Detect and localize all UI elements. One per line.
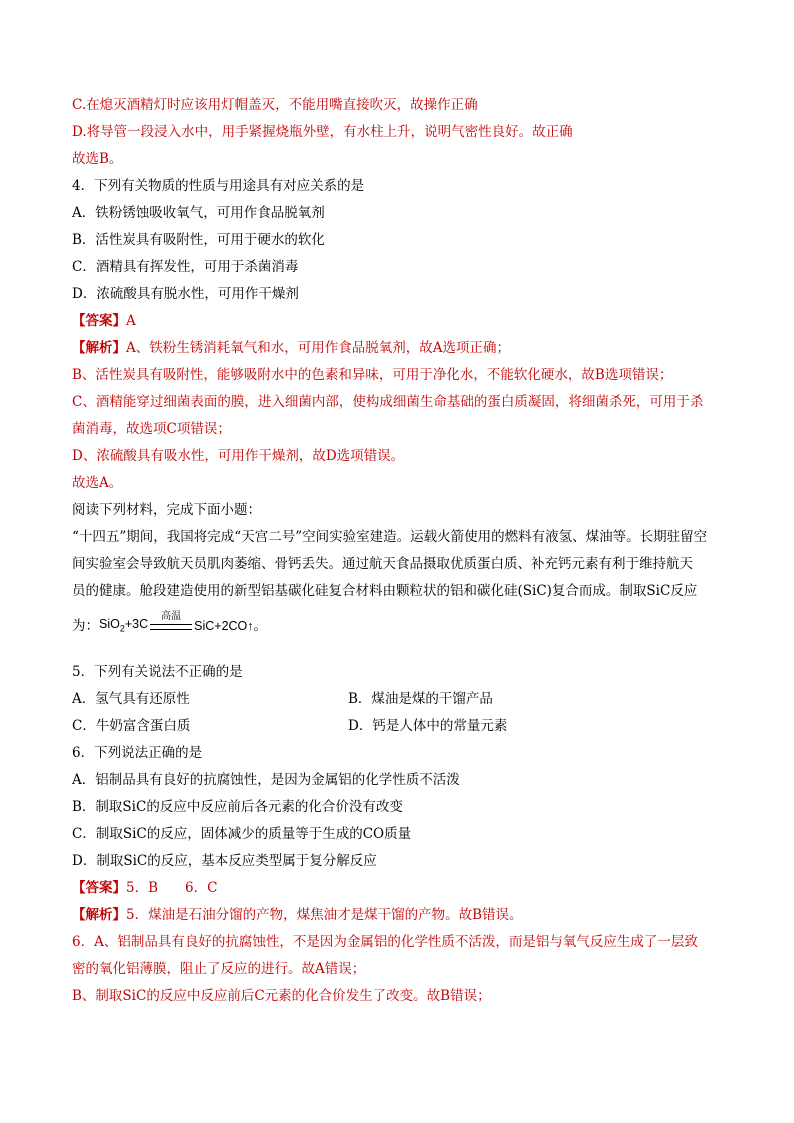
q56-answer [72,875,724,902]
q4-option-c: C．酒精具有挥发性，可用于杀菌消毒 [72,259,299,275]
question-6: 6．下列说法正确的是 [72,745,203,761]
formula-reactant-2: +3C [124,616,149,631]
q5-options-row-2 [72,713,724,740]
answer-line-d: D.将导管一段浸入水中，用手紧握烧瓶外壁，有水柱上升，说明气密性良好。故正确 [72,124,573,140]
formula-end: 。 [253,618,268,634]
q6-explanation-b: B、制取SiC的反应中反应前后C元素的化合价发生了改变。故B错误； [72,988,491,1004]
q5-option-b: B．煤油是煤的干馏产品 [348,691,493,707]
q6-explanation-a1: 6．A、铝制品具有良好的抗腐蚀性，不是因为金属铝的化学性质不活泼，而是铝与氧气反应生成了一层致 [72,934,698,950]
answer-value: A [126,313,136,329]
equals-sign-icon [150,624,192,630]
q6-option-a: A．铝制品具有良好的抗腐蚀性，是因为金属铝的化学性质不活泼 [72,772,460,788]
formula-right: SiC+2CO↑ [194,619,254,633]
reaction-equation [72,605,724,647]
q4-answer [72,308,724,335]
q4-explanation-c2: 菌消毒，故选项C项错误； [72,421,231,437]
explanation-tag: 【解析】 [72,907,126,923]
material-line-2: 间实验室会导致航天员肌肉萎缩、骨钙丢失。通过航天食品摄取优质蛋白质、补充钙元素有利于维持航天 [72,556,693,572]
material-line-3: 员的健康。舱段建造使用的新型铝基碳化硅复合材料由颗粒状的铝和碳化硅(SiC)复合而成。制取SiC反应 [72,583,698,599]
formula-prefix: 为： [72,618,99,634]
q4-option-b: B．活性炭具有吸附性，可用于硬水的软化 [72,232,325,248]
answer-tag: 【答案】 [72,313,126,329]
q6-option-c: C．制取SiC的反应，固体减少的质量等于生成的CO质量 [72,826,412,842]
explanation-text: A、铁粉生锈消耗氧气和水，可用作食品脱氧剂，故A选项正确； [126,340,510,356]
q6-option-b: B．制取SiC的反应中反应前后各元素的化合价没有改变 [72,799,403,815]
q4-explanation-a [72,335,724,362]
answer-conclusion: 故选B。 [72,151,123,167]
formula-left [99,603,148,650]
answer-line-c: C.在熄灭酒精灯时应该用灯帽盖灭，不能用嘴直接吹灭，故操作正确 [72,97,478,113]
answer-value: 5．B 6．C [126,880,218,896]
reaction-condition [150,611,192,642]
explanation-tag: 【解析】 [72,340,126,356]
q4-conclusion: 故选A。 [72,475,123,491]
q6-option-d: D．制取SiC的反应，基本反应类型属于复分解反应 [72,853,377,869]
material-line-1: “十四五”期间，我国将完成“天宫二号”空间实验室建造。运载火箭使用的燃料有液氢、煤油等。长期驻留空 [72,529,708,545]
q5-options-row-1 [72,686,724,713]
q5-explanation [72,902,724,929]
document-page [72,92,724,1010]
explanation-text: 5．煤油是石油分馏的产物，煤焦油才是煤干馏的产物。故B错误。 [126,907,523,923]
q4-explanation-b: B、活性炭具有吸附性，能够吸附水中的色素和异味，可用于净化水，不能软化硬水，故B选项错误； [72,367,673,383]
formula-subscript: 2 [119,623,125,634]
question-5: 5．下列有关说法不正确的是 [72,664,243,680]
condition-text: 高温 [161,610,182,622]
q6-explanation-a2: 密的氧化铝薄膜，阻止了反应的进行。故A错误； [72,961,366,977]
answer-tag: 【答案】 [72,880,126,896]
q4-option-d: D．浓硫酸具有脱水性，可用作干燥剂 [72,286,299,302]
q5-option-c: C．牛奶富含蛋白质 [72,718,191,734]
formula-reactant-1: SiO [99,616,120,631]
q5-option-a: A．氢气具有还原性 [72,691,190,707]
reading-instruction: 阅读下列材料，完成下面小题： [72,502,261,518]
q4-explanation-c1: C、酒精能穿过细菌表面的膜，进入细菌内部，使构成细菌生命基础的蛋白质凝固，将细菌杀死，可用于杀 [72,394,704,410]
question-4: 4．下列有关物质的性质与用途具有对应关系的是 [72,178,365,194]
q4-explanation-d: D、浓硫酸具有吸水性，可用作干燥剂，故D选项错误。 [72,448,405,464]
q5-option-d: D．钙是人体中的常量元素 [348,718,508,734]
q4-option-a: A．铁粉锈蚀吸收氧气，可用作食品脱氧剂 [72,205,325,221]
